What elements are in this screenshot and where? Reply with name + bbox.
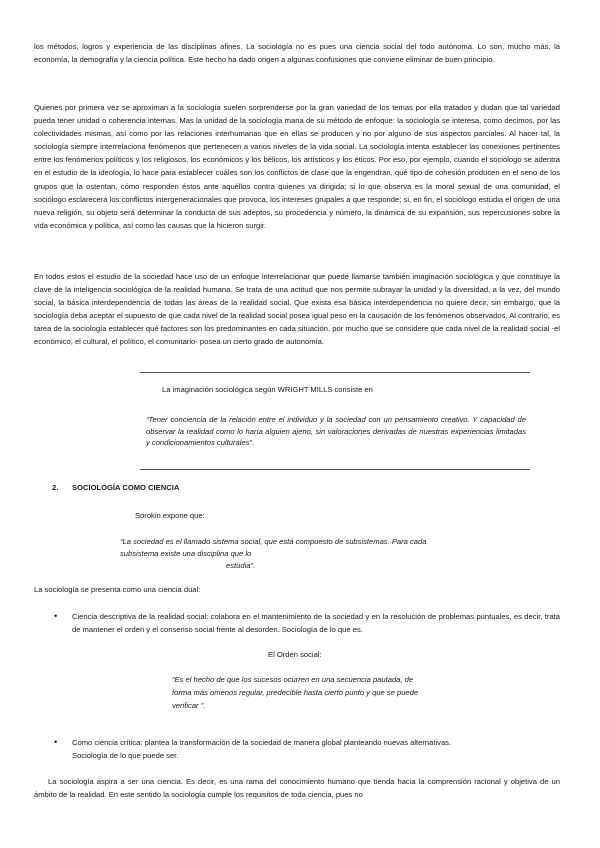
paragraph-sociology-science: La sociología aspira a ser una ciencia. Es decir, es una rama del conocimiento humano que tienda hacia la comprensión racional y objetiva de un ámbito de la realidad. En este sentido la sociología cumple los requisitos de toda ciencia, pues no [34,777,560,800]
wright-mills-quote-box [140,372,530,470]
quote-box-text: “Tener conciencia de la relación entre el individuo y la sociedad con un pensamiento creativo. Y capacidad de observar la realidad como lo haría alguien ajeno, sin valoraciones derivadas de nuestras experiencias limitadas y condicionamientos culturales”. [146,415,526,448]
dual-science-intro: La sociología se presenta como una ciencia dual: [34,585,201,594]
social-order-quote-line-2: forma más omenos regular, predecible hasta cierto punto y que se puede [172,688,419,697]
paragraph-imagination: En todos estos el estudio de la sociedad hace uso de un enfoque interrelacionar que puede llamarse también imaginación sociológica y que constituye la clave de la inteligencia sociológica de la realidad humana. Se trata de una actitud que nos permite subrayar la unidad y la diversidad, a la vez, del mundo social, la básica interdependencia de todas las áreas de la realidad social. Que exista esa básica interdependencia no quiere decir, sin embargo, que la sociología deba aceptar el supuesto de que cada nivel de la realidad social posea igual peso en la causación de los fenómenos observados. Al contrario, es tarea de la sociología establecer qué factores son los predominantes en cada situación, por mucho que se considere que cada nivel de la realidad social -el económico, el cultural, el político, el comunitario- posea un cierto grado de autonomía. [34,272,560,347]
sorokin-quote-line-1: “La sociedad es el llamado sistema social, que está compuesto de subsistemas. Para cada [120,537,427,546]
social-order-label: El Orden social: [268,650,322,659]
section-number: 2. [52,483,59,492]
bullet-icon: • [54,737,58,747]
sorokin-label: Sorokin expone que: [135,511,205,520]
section-heading [52,483,179,492]
social-order-quote-line-1: “Es el hecho de que los sucesos ocurren en una secuencia pautada, de [172,675,414,684]
paragraph-intro: los métodos, logros y experiencia de las disciplinas afines. La sociología no es pues una ciencia social del todo autónoma. Lo son, mucho más, la economía, la demografía y la ciencia política. Este hecho ha dado origen a algunas confusiones que conviene eliminar de buen principio. [34,42,560,65]
bullet-descriptive-science: Ciencia descriptiva de la realidad social: colabora en el mantenimiento de la sociedad y en la resolución de problemas puntuales, es decir, trata de mantener el orden y el consenso social frente al desorden. Sociología de lo que es. [72,612,560,635]
quote-box-title: La imaginación sociológica según WRIGHT MILLS consiste en [162,385,373,394]
social-order-quote-line-3: verificar ”. [172,701,206,710]
bullet-critical-science-line-2: Sociología de lo que puede ser. [72,751,179,760]
section-title: SOCIOLOGÍA COMO CIENCIA [72,483,180,492]
bullet-critical-science-line-1: Como ciencia crítica: plantea la transformación de la sociedad de manera global planteando nuevas alternativas. [72,738,452,747]
sorokin-quote-line-2: subsistema existe una disciplina que lo [120,549,252,558]
sorokin-quote-line-3: estudia”. [226,561,256,570]
bullet-icon: • [54,611,58,621]
paragraph-unity: Quienes por primera vez se aproximan a la sociología suelen sorprenderse por la gran variedad de los temas por ella tratados y dudan que tal variedad pueda tener unidad o coherencia internas. Mas la unidad de la sociología mana de su método de enfoque: la sociología se interesa, como decimos, por las colectividades mismas, así como por las relaciones interhumanas que en ellas se producen y no por alguno de sus aspectos parciales. Al hacer tal, la sociología siempre interrelaciona fenómenos que pertenecen a varios niveles de la vida social. La sociología intenta establecer las conexiones pertinentes entre los fenómenos políticos y los religiosos, los económicos y los bélicos, los artísticos y los éticos. Por eso, por ejemplo, cuando el sociólogo se adentra en el estudio de la ideología, lo hace para establecer cuáles son los conflictos de clase que la engendran, qué tipo de cohesión producen en el seno de los grupos que la ostentan, cómo responden éstos ante aquéllos contra quienes va dirigida; si lo que observa es la moral sexual de una comunidad, el sociólogo esclarecerá los conflictos intergeneracionales que provoca, los intereses grupales a que responde; si, en fin, el sociólogo estudia el origen de una nueva religión, su objeto será determinar la conducta de sus adeptos, su procedencia y número, la dinámica de su expansión, sus repercusiones sobre la vida económica y política, así como las causas que la hicieron surgir. [34,103,560,230]
